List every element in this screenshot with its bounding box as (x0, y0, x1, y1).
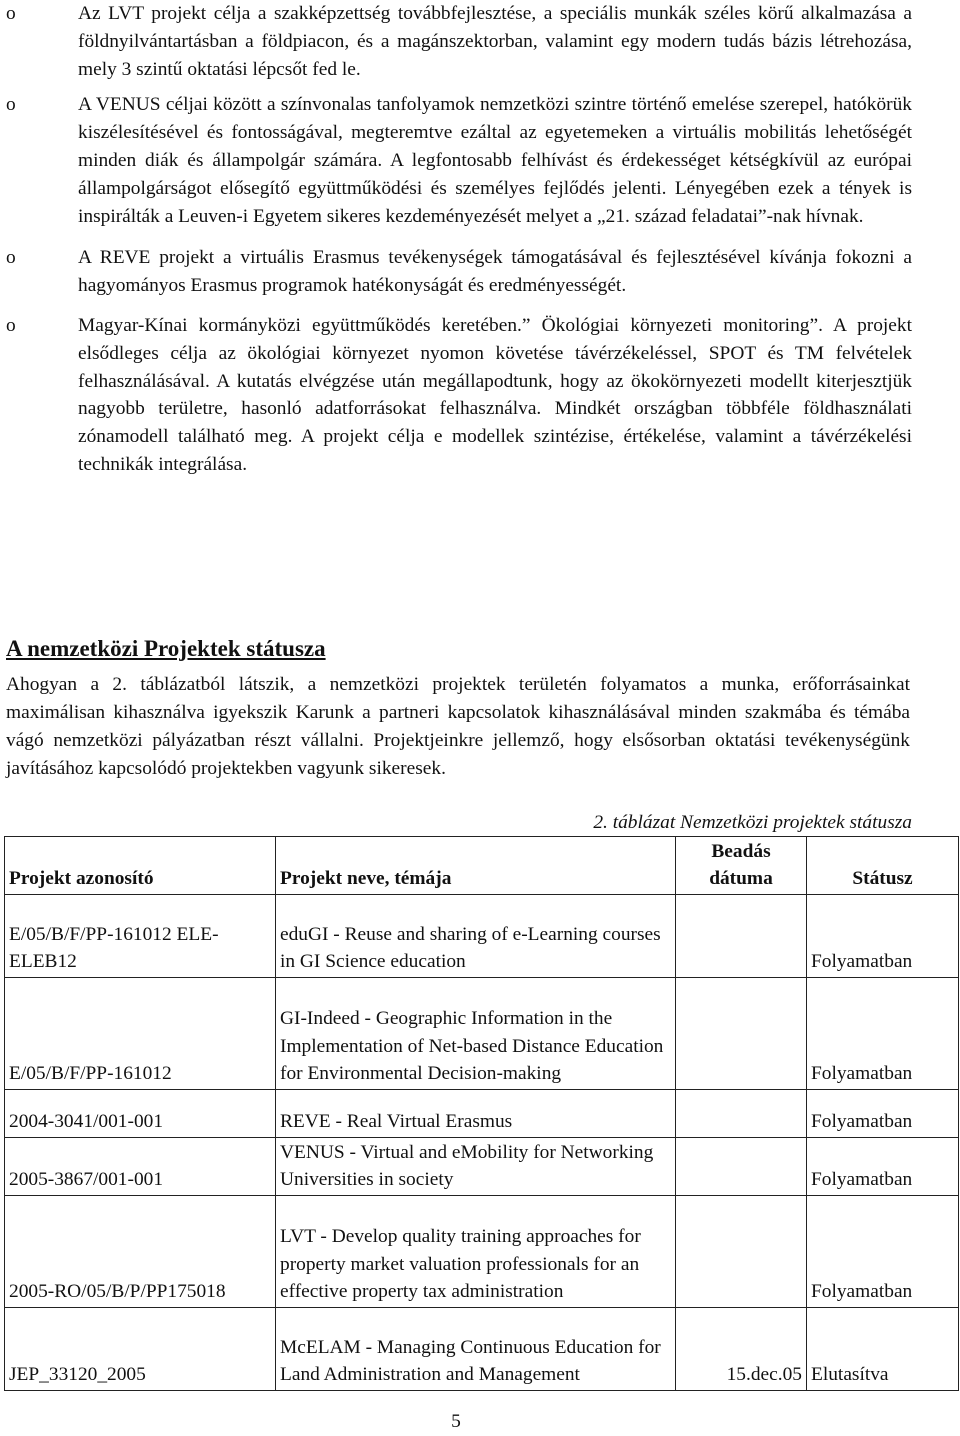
header-project-name: Projekt neve, témája (276, 837, 676, 895)
cell-project-id: E/05/B/F/PP-161012 ELE-ELEB12 (5, 895, 276, 978)
table-row (5, 1196, 959, 1308)
bullet-reve (6, 244, 912, 300)
cell-status: Elutasítva (807, 1308, 959, 1391)
cell-project-name: LVT - Develop quality training approaches for property market valuation professionals for an effective property tax administration (276, 1196, 676, 1308)
bullet-marker: o (6, 314, 16, 336)
table-row (5, 895, 959, 978)
cell-date (676, 895, 807, 978)
table-row (5, 1138, 959, 1196)
bullet-lvt (6, 0, 912, 83)
cell-project-name: GI-Indeed - Geographic Information in the Implementation of Net-based Distance Education for Environmental Decision-making (276, 978, 676, 1090)
bullet-venus (6, 91, 912, 230)
cell-status: Folyamatban (807, 1090, 959, 1138)
header-project-id: Projekt azonosító (5, 837, 276, 895)
section-paragraph: Ahogyan a 2. táblázatból látszik, a nemzetközi projektek területén folyamatos a munka, erőforrásainkat maximálisan kihasználva igyekszik Karunk a partneri kapcsolatok kihasználásával minden szakmába és témába vágó nemzetközi pályázatban részt vállalni. Projektjeinkre jellemző, hogy elsősorban oktatási tevékenységünk javításához kapcsolódó projektekben vagyunk sikeresek. (6, 674, 910, 779)
bullet-marker: o (6, 247, 16, 269)
cell-date (676, 1138, 807, 1196)
bullet-marker: o (6, 3, 16, 24)
bullet-marker: o (6, 94, 16, 116)
cell-date (676, 1196, 807, 1308)
header-status: Státusz (807, 837, 959, 895)
table-row (5, 1308, 959, 1391)
cell-project-name: eduGI - Reuse and sharing of e-Learning courses in GI Science education (276, 895, 676, 978)
page-number: 5 (451, 1411, 461, 1432)
table-row (5, 978, 959, 1090)
cell-project-id: 2004-3041/001-001 (5, 1090, 276, 1138)
bullet-text: A VENUS céljai között a színvonalas tanfolyamok nemzetközi szintre történő emelése szerepel, hatókörük kiszélesítésével és fontosságával, megteremtve ezáltal az egyetemeken a virtuális mobilitás lehetőségét minden diák és állampolgár számára. A legfontosabb felhívást és érdekességet kétségkívül az európai állampolgárságot elősegítő együttműködési és személyes fejlődés jelenti. Lényegében ezek a tények is inspirálták a Leuven-i Egyetem sikeres kezdeményezését melyet a „21. század feladatai”-nak hívnak. (78, 94, 912, 227)
header-submission-date: Beadás dátuma (676, 837, 807, 895)
cell-project-id: JEP_33120_2005 (5, 1308, 276, 1391)
cell-date (676, 1090, 807, 1138)
bullet-text: A REVE projekt a virtuális Erasmus tevékenységek támogatásával és fejlesztésével kívánja fokozni a hagyományos Erasmus programok hatékonyságát és eredményességét. (78, 247, 912, 297)
table-header-row (5, 837, 959, 895)
bullet-text: Az LVT projekt célja a szakképzettség továbbfejlesztése, a speciális munkák széles körű alkalmazása a földnyilvántartásban a földpiacon, és a magánszektorban, valamint egy modern tudás bázis létrehozása, mely 3 szintű oktatási lépcsőt fed le. (78, 3, 912, 80)
cell-project-name: McELAM - Managing Continuous Education for Land Administration and Management (276, 1308, 676, 1391)
cell-project-name: VENUS - Virtual and eMobility for Networking Universities in society (276, 1138, 676, 1196)
project-bullet-list (6, 0, 912, 479)
bullet-hungarian-chinese (6, 312, 912, 479)
cell-project-id: 2005-RO/05/B/P/PP175018 (5, 1196, 276, 1308)
cell-status: Folyamatban (807, 978, 959, 1090)
bullet-text: Magyar-Kínai kormányközi együttműködés keretében.” Ökológiai környezeti monitoring”. A projekt elsődleges célja az ökológiai környezet nyomon követése távérzékeléssel, SPOT és TM felvételek felhasználásával. A kutatás elvégzése után megállapodtunk, hogy az ökokörnyezeti modellt kiterjesztjük nagyobb területre, hasonló adatforrásokat felhasználva. Mindkét országban többféle földhasználati zónamodell található meg. A projekt célja e modellek szintézise, értékelése, valamint a távérzékelési technikák integrálása. (78, 314, 912, 475)
cell-project-name: REVE - Real Virtual Erasmus (276, 1090, 676, 1138)
cell-status: Folyamatban (807, 1196, 959, 1308)
cell-date: 15.dec.05 (676, 1308, 807, 1391)
cell-status: Folyamatban (807, 895, 959, 978)
table-row (5, 1090, 959, 1138)
projects-table (4, 836, 959, 1391)
cell-status: Folyamatban (807, 1138, 959, 1196)
cell-project-id: 2005-3867/001-001 (5, 1138, 276, 1196)
section-heading: A nemzetközi Projektek státusza (6, 636, 326, 661)
table-caption: 2. táblázat Nemzetközi projektek státusza (593, 812, 912, 833)
cell-date (676, 978, 807, 1090)
cell-project-id: E/05/B/F/PP-161012 (5, 978, 276, 1090)
